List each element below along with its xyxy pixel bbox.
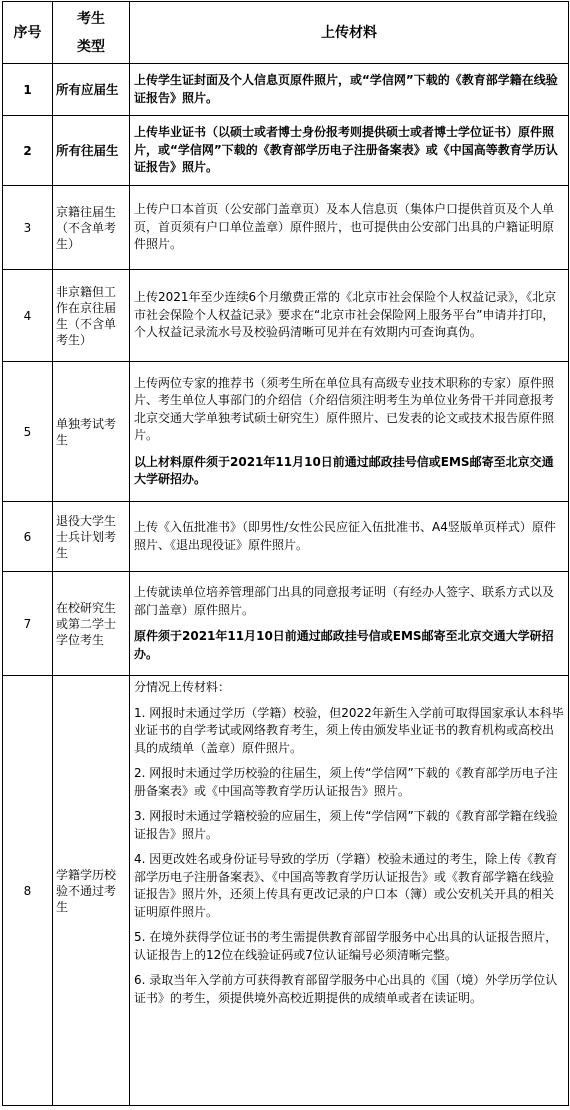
materials-table: [2, 1, 569, 1106]
row-type: 单独考试考生: [53, 362, 130, 502]
list-item: 3. 网报时未通过学籍校验的应届生，须上传“学信网”下载的《教育部学籍在线验证报告》照片。: [134, 809, 558, 841]
row-type: 在校研究生或第二学士学位考生: [53, 572, 130, 676]
row-materials: 上传户口本首页（公安部门盖章页）及本人信息页（集体户口提供首页及个人单页，首页须有户口单位盖章）原件照片，也可提供由公安部门出具的户籍证明原件照片。: [130, 186, 569, 270]
row-seq: 2: [3, 116, 53, 186]
table-row: [3, 362, 569, 502]
row-note: 原件须于2021年11月10日前通过邮政挂号信或EMS邮寄至北京交通大学研招办。: [134, 629, 554, 661]
table-row: [3, 116, 569, 186]
list-item: 1. 网报时未通过学历（学籍）校验，但2022年新生入学前可取得国家承认本科毕业证书的自学考试或网络教育考生，须上传由颁发毕业证书的教育机构或高校出具的成绩单（盖章）原件照片。: [134, 705, 564, 755]
row-type: 退役大学生士兵计划考生: [53, 502, 130, 572]
row-note: 以上材料原件须于2021年11月10日前通过邮政挂号信或EMS邮寄至北京交通大学研招办。: [134, 454, 554, 486]
header-type: 考生 类型: [53, 2, 130, 64]
table-row: [3, 270, 569, 362]
row-seq: 3: [3, 186, 53, 270]
row-seq: 6: [3, 502, 53, 572]
list-item: 2. 网报时未通过学历校验的往届生，须上传“学信网”下载的《教育部学历电子注册备案表》或《中国高等教育学历认证报告》照片。: [134, 766, 558, 798]
row-seq: 1: [3, 64, 53, 116]
row-seq: 4: [3, 270, 53, 362]
table-row: [3, 502, 569, 572]
row-materials: 上传《入伍批准书》（即男性/女性公民应征入伍批准书、A4竖版单页样式）原件照片、《退出现役证》原件照片。: [130, 502, 569, 572]
table-header-row: [3, 2, 569, 64]
row-materials: [130, 362, 569, 502]
table-row: [3, 64, 569, 116]
row-type: 京籍往届生（不含单考生）: [53, 186, 130, 270]
header-materials: 上传材料: [130, 2, 569, 64]
table-row: [3, 186, 569, 270]
row-seq: 7: [3, 572, 53, 676]
table-row: [3, 572, 569, 676]
list-item: 6. 录取当年入学前方可获得教育部留学服务中心出具的《国（境）外学历学位认证书》的考生，须提供境外高校近期提供的成绩单或者在读证明。: [134, 973, 558, 1005]
row-intro: 分情况上传材料：: [134, 680, 231, 694]
row-text: 上传两位专家的推荐书（须考生所在单位具有高级专业技术职称的专家）原件照片、考生单位人事部门的介绍信（介绍信须注明考生为单位业务骨干并同意报考北京交通大学单独考试硕士研究生）原件照片、已发表的论文或技术报告原件照片。: [134, 375, 555, 442]
table-row: [3, 676, 569, 1106]
row-type: 所有应届生: [53, 64, 130, 116]
row-seq: 8: [3, 676, 53, 1106]
header-seq: 序号: [3, 2, 53, 64]
list-item: 4. 因更改姓名或身份证号导致的学历（学籍）校验未通过的考生，除上传《教育部学历电子注册备案表》、《中国高等教育学历认证报告》或《教育部学籍在线验证报告》照片外，还须上传具有更改记录的户口本（簿）或公安机关开具的相关证明原件照片。: [134, 852, 558, 919]
list-item: 5. 在境外获得学位证书的考生需提供教育部留学服务中心出具的认证报告照片，认证报告上的12位在线验证码或7位认证编号必须清晰完整。: [134, 930, 558, 962]
row-materials: 上传毕业证书（以硕士或者博士身份报考则提供硕士或者博士学位证书）原件照片，或“学信网”下载的《教育部学历电子注册备案表》或《中国高等教育学历认证报告》照片。: [130, 116, 569, 186]
row-type: 所有往届生: [53, 116, 130, 186]
row-materials: 上传2021年至少连续6个月缴费正常的《北京市社会保险个人权益记录》，《北京市社会保险个人权益记录》要求在“北京市社会保险网上服务平台”申请并打印，个人权益记录流水号及校验码清晰可见并在有效期内可查询真伪。: [130, 270, 569, 362]
row-materials: [130, 572, 569, 676]
row-type: 非京籍但工作在京往届生（不含单考生）: [53, 270, 130, 362]
row-text: 上传就读单位培养管理部门出具的同意报考证明（有经办人签字、联系方式以及部门盖章）原件照片。: [134, 585, 555, 617]
row-materials: [130, 676, 569, 1106]
row-materials: 上传学生证封面及个人信息页原件照片，或“学信网”下载的《教育部学籍在线验证报告》照片。: [130, 64, 569, 116]
row-type: 学籍学历校验不通过考生: [53, 676, 130, 1106]
row-seq: 5: [3, 362, 53, 502]
